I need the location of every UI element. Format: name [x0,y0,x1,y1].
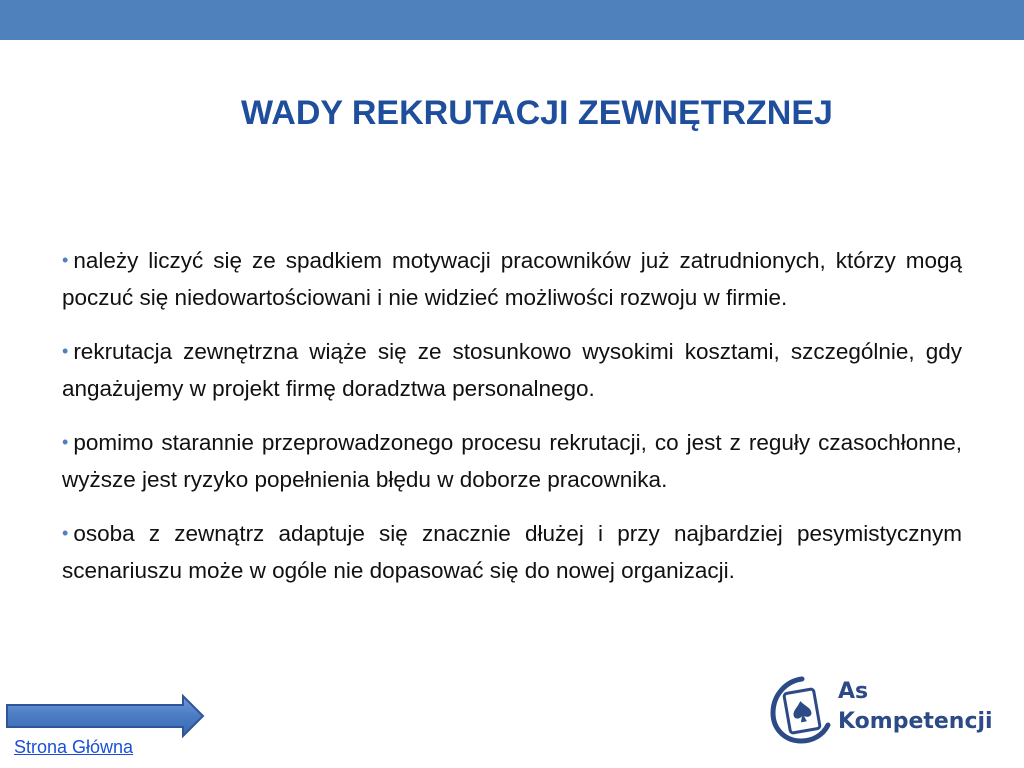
bullet-icon: • [62,432,69,452]
bullet-text: należy liczyć się ze spadkiem motywacji pracowników już zatrudnionych, którzy mogą poczuć się niedowartościowani i nie widzieć możliwości rozwoju w firmie. [62,248,962,310]
logo-line-2: Kompetencji [838,709,993,734]
list-item [62,334,962,407]
right-arrow-icon[interactable] [5,694,205,738]
list-item [62,425,962,498]
spade-card-icon [768,675,834,745]
bullet-icon: • [62,250,69,270]
top-accent-bar [0,0,1024,40]
bullet-text: rekrutacja zewnętrzna wiąże się ze stosunkowo wysokimi kosztami, szczególnie, gdy angażujemy w projekt firmę doradztwa personalnego. [62,339,962,401]
bullet-icon: • [62,523,69,543]
logo-text [838,677,993,737]
home-link[interactable]: Strona Główna [14,737,134,757]
bullet-icon: • [62,341,69,361]
bullet-text: pomimo starannie przeprowadzonego procesu rekrutacji, co jest z reguły czasochłonne, wyższe jest ryzyko popełnienia błędu w doborze pracownika. [62,430,962,492]
logo [768,675,998,745]
list-item [62,243,962,316]
logo-line-1: As [838,679,869,704]
bullet-list [62,243,962,607]
bullet-text: osoba z zewnątrz adaptuje się znacznie dłużej i przy najbardziej pesymistycznym scenariuszu może w ogóle nie dopasować się do nowej organizacji. [62,521,962,583]
slide-title: WADY REKRUTACJI ZEWNĘTRZNEJ [241,94,833,132]
list-item [62,516,962,589]
